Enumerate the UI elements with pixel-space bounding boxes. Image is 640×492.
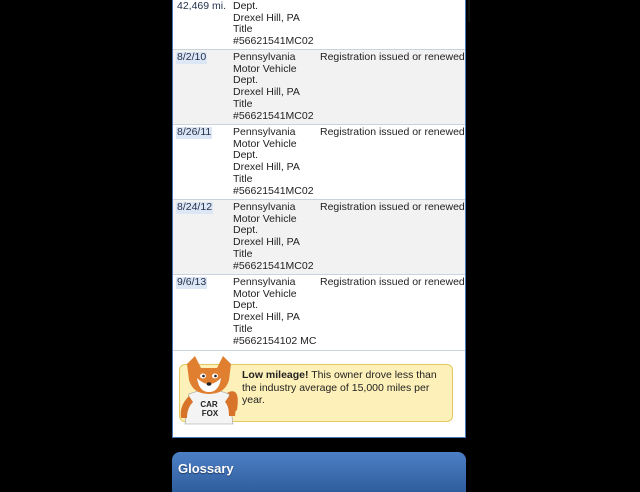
history-row [173,275,465,351]
record-location: Pennsylvania Motor Vehicle Dept. Drexel Hill, PA Title #56621541MC02 [233,126,314,197]
record-date: 8/26/11 [177,126,212,138]
history-row [173,125,465,200]
record-date: 9/6/13 [177,276,207,288]
record-location: Pennsylvania Motor Vehicle Dept. Drexel Hill, PA Title #56621541MC02 [233,201,314,272]
record-event: Registration issued or renewed [320,201,465,213]
glossary-title: Glossary [178,461,234,476]
record-date: 8/2/10 [177,51,207,63]
odometer-reading: 42,469 mi. [177,0,227,12]
callout-title: Low mileage! [242,369,309,381]
mascot-shirt-line2: FOX [201,409,219,418]
vehicle-history-panel [172,0,466,438]
record-event: Registration issued or renewed [320,51,465,63]
scroll-indicator [468,0,470,22]
row-location: Dept. Drexel Hill, PA Title #56621541MC02 [233,0,314,48]
mascot-shirt-line1: CAR [200,400,218,409]
carfox-mascot-icon [175,354,243,426]
record-location: Pennsylvania Motor Vehicle Dept. Drexel Hill, PA Title #5662154102 MC [233,276,317,347]
glossary-section-header[interactable] [172,452,466,492]
history-row-partial [173,0,465,50]
history-row [173,200,465,275]
record-location: Pennsylvania Motor Vehicle Dept. Drexel Hill, PA Title #56621541MC02 [233,51,314,122]
callout-body: This owner drove less than the industry average of 15,000 miles per year. [242,369,437,406]
record-event: Registration issued or renewed [320,276,465,288]
history-row [173,50,465,125]
record-date: 8/24/12 [177,201,213,213]
callout-text [242,369,452,407]
record-event: Registration issued or renewed [320,126,465,138]
